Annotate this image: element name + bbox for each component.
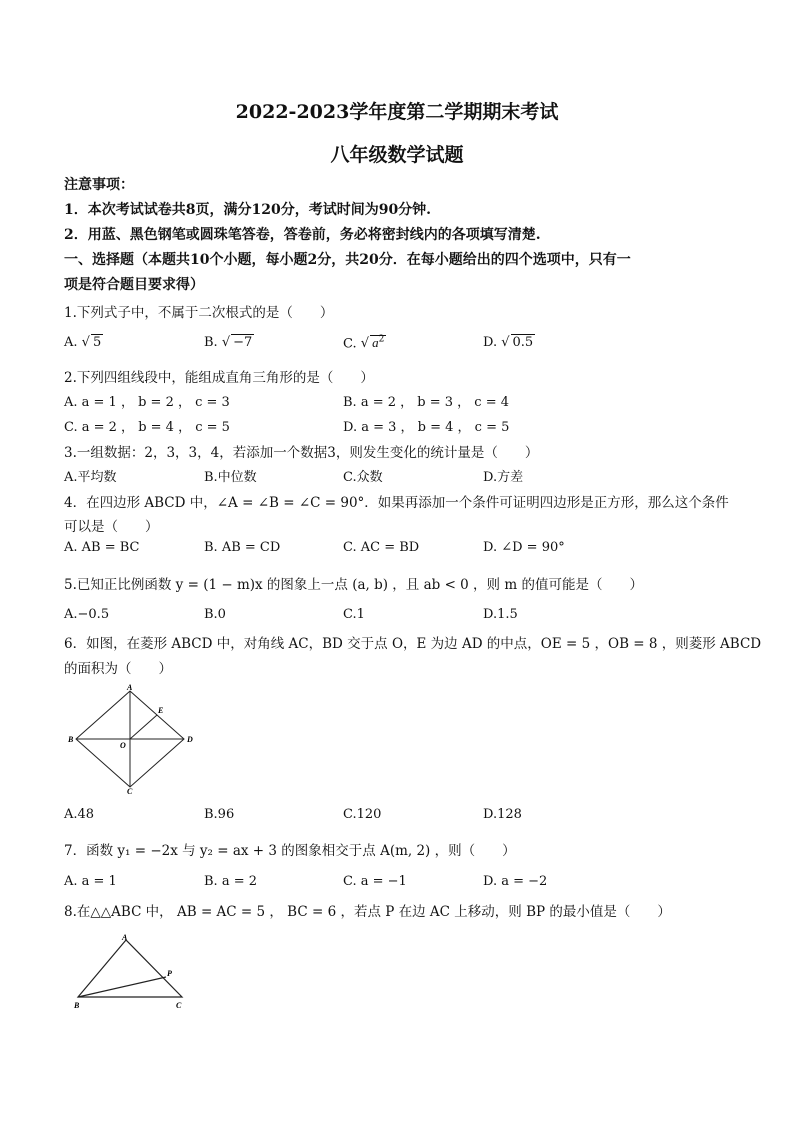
option-label: B.	[204, 335, 218, 350]
vertex-label-o: O	[120, 741, 126, 750]
question-7-option-b: B. a = 2	[204, 874, 257, 889]
question-7-stem: 7．函数 y₁ = −2x 与 y₂ = ax + 3 的图象相交于点 A(m, 2) ，则（ ）	[64, 843, 516, 859]
notes-item-1: 1．本次考试试卷共8页，满分120分，考试时间为90分钟.	[64, 202, 432, 218]
question-5-stem: 5.已知正比例函数 y = (1 − m)x 的图象上一点 (a, b) ，且 ab < 0 ，则 m 的值可能是（ ）	[64, 577, 643, 593]
segment-bp	[78, 977, 166, 997]
question-1-option-b	[204, 335, 254, 350]
vertex-label-b: B	[68, 735, 74, 744]
question-4-option-c: C. AC = BD	[343, 540, 420, 555]
question-5-option-a: A.−0.5	[64, 607, 110, 622]
section-heading-line-1: 一、选择题（本题共10个小题，每小题2分，共20分．在每小题给出的四个选项中，只有一	[64, 252, 631, 268]
sqrt-expression: √ 0.5	[501, 335, 534, 350]
question-1-stem: 1.下列式子中，不属于二次根式的是（ ）	[64, 305, 334, 321]
notes-item-2: 2．用蓝、黑色钢笔或圆珠笔答卷，答卷前，务必将密封线内的各项填写清楚.	[64, 227, 541, 243]
question-2-option-a: A. a = 1 ， b = 2 ， c = 3	[64, 395, 230, 410]
radicand: 5	[92, 335, 102, 350]
question-5-option-b: B.0	[204, 607, 226, 622]
question-2-stem: 2.下列四组线段中，能组成直角三角形的是（ ）	[64, 370, 374, 386]
exam-title: 2022-2023学年度第二学期期末考试	[235, 101, 559, 123]
question-1-option-a	[64, 335, 103, 350]
question-2-option-b: B. a = 2 ， b = 3 ， c = 4	[343, 395, 509, 410]
question-3-stem: 3.一组数据：2，3，3，4，若添加一个数据3，则发生变化的统计量是（ ）	[64, 445, 539, 461]
vertex-label-p: P	[167, 969, 172, 978]
question-1-option-c	[343, 335, 386, 351]
question-7-option-a: A. a = 1	[64, 874, 117, 889]
radicand: −7	[233, 335, 253, 350]
vertex-label-d: D	[187, 735, 193, 744]
question-3-option-d: D.方差	[483, 470, 524, 485]
rhombus-figure	[64, 684, 204, 794]
vertex-label-e: E	[158, 706, 164, 715]
vertex-label-c: C	[127, 787, 133, 794]
segment-oe	[130, 715, 157, 739]
notes-heading: 注意事项：	[64, 177, 134, 193]
radicand: a	[372, 335, 379, 351]
radicand: 0.5	[512, 335, 534, 350]
question-8-stem: 8.在△△ABC 中， AB = AC = 5 ， BC = 6 ，若点 P 在边 AC 上移动，则 BP 的最小值是（ ）	[64, 904, 671, 920]
question-6-stem-line-2: 的面积为（ ）	[64, 661, 172, 677]
question-7-option-d: D. a = −2	[483, 874, 548, 889]
section-heading-line-2: 项是符合题目要求得）	[64, 277, 204, 293]
question-4-stem-line-1: 4．在四边形 ABCD 中，∠A = ∠B = ∠C = 90°．如果再添加一个条件可证明四边形是正方形，那么这个条件	[64, 495, 729, 511]
question-7-option-c: C. a = −1	[343, 874, 407, 889]
question-2-option-d: D. a = 3 ， b = 4 ， c = 5	[343, 420, 510, 435]
question-4-stem-line-2: 可以是（ ）	[64, 519, 159, 535]
question-3-option-c: C.众数	[343, 470, 383, 485]
option-label: C.	[343, 336, 357, 352]
exponent: 2	[378, 335, 385, 345]
sqrt-expression: √ $a^2$	[360, 335, 385, 352]
question-1-option-d	[483, 335, 535, 350]
question-5-option-c: C.1	[343, 607, 365, 622]
question-4-option-b: B. AB = CD	[204, 540, 281, 555]
option-label: A.	[64, 335, 78, 350]
question-6-option-b: B.96	[204, 807, 235, 822]
question-6-stem-line-1: 6．如图，在菱形 ABCD 中，对角线 AC，BD 交于点 O，E 为边 AD 的中点，OE = 5 ，OB = 8 ，则菱形 ABCD	[64, 636, 762, 652]
vertex-label-a: A	[127, 684, 133, 692]
question-4-option-a: A. AB = BC	[64, 540, 140, 555]
vertex-label-a: A	[122, 933, 128, 942]
question-3-option-b: B.中位数	[204, 470, 257, 485]
option-label: D.	[483, 335, 498, 350]
question-3-option-a: A.平均数	[64, 470, 117, 485]
question-4-option-d: D. ∠D = 90°	[483, 540, 565, 555]
question-5-option-d: D.1.5	[483, 607, 518, 622]
question-6-option-c: C.120	[343, 807, 382, 822]
triangle-figure	[68, 930, 198, 1014]
question-6-option-a: A.48	[64, 807, 95, 822]
vertex-label-b: B	[74, 1001, 80, 1010]
vertex-label-c: C	[176, 1001, 182, 1010]
exam-subtitle: 八年级数学试题	[330, 144, 464, 166]
sqrt-expression: √ 5	[81, 335, 102, 350]
sqrt-expression: √ −7	[221, 335, 253, 350]
question-2-option-c: C. a = 2 ， b = 4 ， c = 5	[64, 420, 230, 435]
question-6-option-d: D.128	[483, 807, 522, 822]
